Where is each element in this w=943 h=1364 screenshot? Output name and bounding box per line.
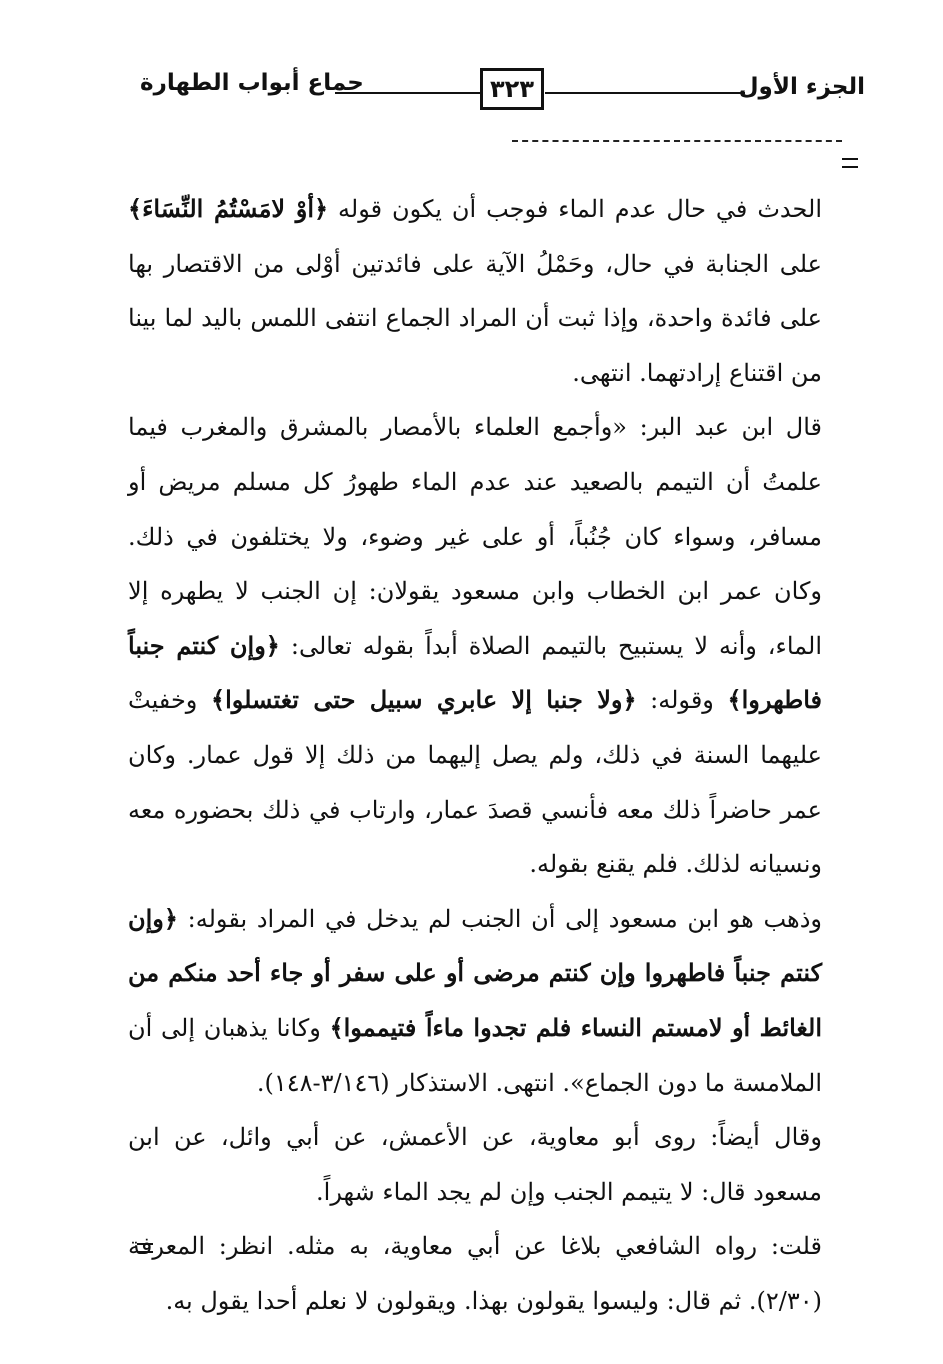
quran-quote: ﴿وإن كنتم جنباً فاطهروا وإن كنتم مرضى أو على سفر أو جاء أحد منكم من الغائط أو لامستم النساء فلم تجدوا ماءاً فتيمموا﴾ [128, 903, 823, 1042]
paragraph [128, 1219, 822, 1328]
paragraph [128, 892, 822, 1110]
text-segment: وخفيتْ عليهما السنة في ذلك، ولم يصل إليهما من ذلك إلا قول عمار. وكان عمر حاضراً ذلك معه فأنسي قصدَ عمار، وارتاب في ذلك بحضوره معه ونسيانه لذلك. فلم يقنع بقوله. [128, 686, 822, 879]
text-segment: وقال أيضاً: روى أبو معاوية، عن الأعمش، عن أبي وائل، عن ابن مسعود قال: لا يتيمم الجنب وإن لم يجد الماء شهراً. [128, 1123, 822, 1206]
running-header-volume: الجزء الأول [738, 74, 865, 100]
body-text [128, 182, 822, 1328]
text-segment: الحدث في حال عدم الماء فوجب أن يكون قوله [328, 195, 822, 223]
footnote-separator-rule [512, 140, 842, 142]
text-segment: وذهب هو ابن مسعود إلى أن الجنب لم يدخل في المراد بقوله: [177, 904, 822, 933]
text-segment: وكانا يذهبان إلى أن الملامسة ما دون الجماع». انتهى. الاستذكار (٣/١٤٦-١٤٨). [128, 1013, 822, 1097]
running-header [140, 62, 865, 118]
text-segment: وقوله: [636, 686, 728, 715]
text-segment: على الجنابة في حال، وحَمْلُ الآية على فائدتين أوْلى من الاقتصار بها على فائدة واحدة، وإذا ثبت أن المراد الجماع انتفى اللمس باليد لما بينا من اقتناع إرادتهما. انتهى. [128, 249, 822, 387]
text-segment: قلت: رواه الشافعي بلاغا عن أبي معاوية، به مثله. انظر: المعرفة (٢/٣٠). ثم قال: وليسوا يقولون بهذا. ويقولون لا نعلم أحدا يقول به. [128, 1232, 822, 1315]
text-segment: قال ابن عبد البر: «وأجمع العلماء بالأمصار بالمشرق والمغرب فيما علمتُ أن التيمم بالصعيد عند عدم الماء طهورُ كل مسلم مريض أو مسافر، وسواء كان جُنُباً، أو على غير وضوء، ولا يختلفون في ذلك. وكان عمر ابن الخطاب وابن مسعود يقولان: إن الجنب لا يطهره إلا الماء، وأنه لا يستبيح بالتيمم الصلاة أبداً بقوله تعالى: [128, 413, 823, 660]
running-header-book-title: جماع أبواب الطهارة [140, 70, 364, 96]
quran-quote: ﴿وإن كنتم جنباً فاطهروا﴾ [128, 630, 823, 715]
continuation-mark-bottom [137, 1243, 153, 1253]
paragraph [128, 400, 822, 891]
header-rule-left [335, 92, 480, 94]
quran-quote: ﴿ولا جنبا إلا عابري سبيل حتى تغتسلوا﴾ [211, 685, 637, 715]
header-rule-right [545, 92, 745, 94]
paragraph [128, 182, 822, 400]
page-number: ٣٢٣ [480, 68, 544, 110]
paragraph [128, 1110, 822, 1219]
quran-quote: ﴿أوْ لامَسْتُمُ النِّسَاءَ﴾ [128, 194, 329, 223]
continuation-mark-top [842, 158, 858, 168]
